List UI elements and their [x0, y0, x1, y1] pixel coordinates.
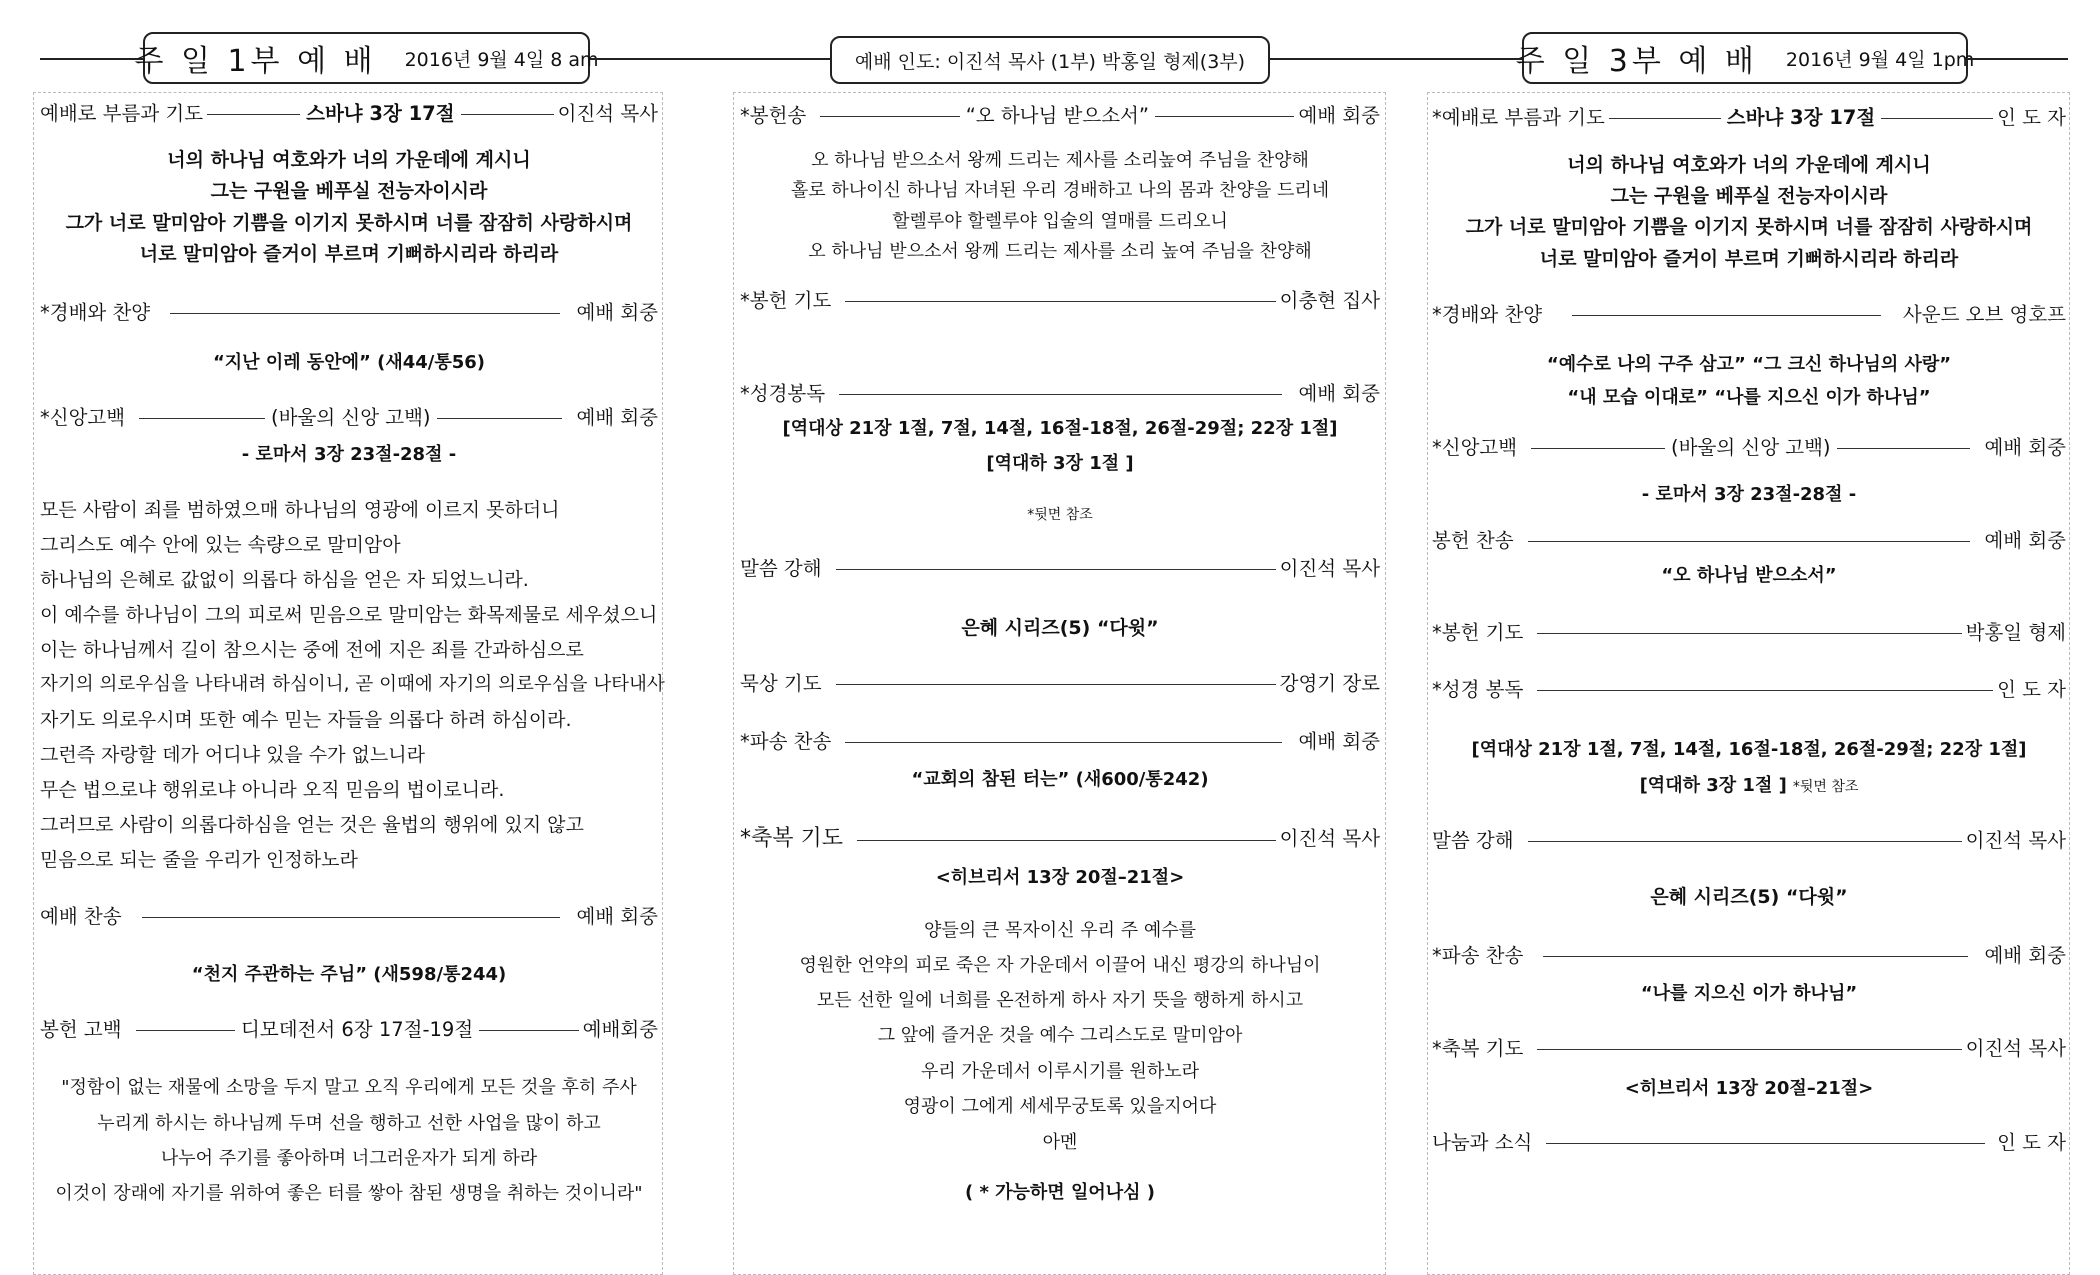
left-offering-text-2: 누리게 하시는 하나님께 두며 선을 행하고 선한 사업을 많이 하고	[97, 1113, 601, 1134]
center-reading-label: *성경봉독	[740, 382, 826, 405]
center-offering-song-title: “오 하나님 받으소서”	[965, 104, 1150, 127]
right-praise-label: *경배와 찬양	[1432, 303, 1543, 326]
center-blessing-leader: 이진석 목사	[1279, 827, 1380, 851]
left-praise-song: “지난 이레 동안에” (새44/통56)	[212, 352, 486, 373]
leader-label: 예배 인도: 이진석 목사 (1부) 박홍일 형제(3부)	[854, 50, 1246, 73]
center-reading-ref-2: [역대하 3장 1절 ]	[986, 453, 1134, 474]
left-creed-text-10: 그러므로 사람이 의롭다하심을 얻는 것은 율법의 행위에 있지 않고	[40, 814, 584, 836]
left-offering-text-3: 나누어 주기를 좋아하며 너그러운자가 되게 하라	[160, 1148, 538, 1169]
left-call-leader: 이진석 목사	[557, 102, 659, 125]
center-blessing-label: *축복 기도	[740, 826, 844, 851]
right-reading-ref-2: [역대하 3장 1절 ]	[1639, 775, 1787, 796]
left-creed-text-11: 믿음으로 되는 줄을 우리가 인정하노라	[40, 849, 358, 871]
right-offer-hymn-song: “오 하나님 받으소서”	[1661, 565, 1837, 586]
center-reading-note: *뒷면 참조	[1027, 507, 1093, 523]
right-blessing-row	[1432, 1039, 2066, 1059]
right-praise-row	[1432, 305, 2066, 325]
left-creed-row	[40, 408, 658, 428]
center-meditation-leader: 강영기 장로	[1279, 672, 1380, 695]
right-call-row	[1432, 108, 2066, 128]
right-creed-label: *신앙고백	[1432, 436, 1518, 459]
center-lyric-1: 오 하나님 받으소서 왕께 드리는 제사를 소리높여 주님을 찬양해	[811, 150, 1309, 171]
center-meditation-row	[740, 674, 1380, 694]
left-hymn-song: “천지 주관하는 주님” (새598/통244)	[191, 964, 507, 985]
right-call-leader: 인 도 자	[1997, 106, 2067, 129]
center-sending-row	[740, 732, 1380, 752]
left-offering-leader: 예배회중	[582, 1018, 659, 1041]
right-reading-row	[1432, 680, 2066, 700]
left-creed-ref: - 로마서 3장 23절-28절 -	[241, 444, 457, 465]
service3-title-box	[1515, 32, 1975, 84]
right-news-leader: 인 도 자	[1997, 1131, 2066, 1154]
right-call-verse-1: 너의 하나님 여호와가 너의 가운데에 계시니	[1567, 154, 1931, 176]
right-reading-ref-1: [역대상 21장 1절, 7절, 14절, 16절-18절, 26절-29절; 22장 1절]	[1471, 739, 2027, 760]
right-sending-song: “나를 지으신 이가 하나님”	[1640, 983, 1858, 1004]
right-call-label: *예배로 부름과 기도	[1432, 106, 1605, 129]
left-creed-leader: 예배 회중	[576, 406, 659, 429]
center-sending-leader: 예배 회중	[1298, 730, 1380, 753]
right-creed-row	[1432, 438, 2066, 458]
center-offering-prayer-leader: 이충현 집사	[1279, 289, 1380, 312]
service1-title: 주 일 1부 예 배	[134, 44, 377, 79]
left-call-scripture: 스바냐 3장 17절	[306, 102, 455, 125]
left-call-label: 예배로 부름과 기도	[40, 102, 204, 125]
left-call-verse-4: 너로 말미암아 즐거이 부르며 기뻐하시리라 하리라	[139, 243, 559, 265]
right-creed-title: (바울의 신앙 고백)	[1671, 436, 1831, 459]
left-creed-text-8: 그런즉 자랑할 데가 어디냐 있을 수가 없느니라	[40, 744, 425, 766]
left-call-verse-1: 너의 하나님 여호와가 너의 가운데에 계시니	[167, 149, 531, 171]
left-creed-text-5: 이는 하나님께서 길이 참으시는 중에 전에 지은 죄를 간과하심으로	[40, 639, 584, 661]
right-praise-songs-2: “내 모습 이대로” “나를 지으신 이가 하나님”	[1567, 387, 1931, 408]
center-reading-ref-1: [역대상 21장 1절, 7절, 14절, 16절-18절, 26절-29절; 22장 1절]	[782, 418, 1338, 439]
right-offer-prayer-label: *봉헌 기도	[1432, 621, 1524, 644]
center-blessing-text-2: 영원한 언약의 피로 죽은 자 가운데서 이끌어 내신 평강의 하나님이	[799, 955, 1321, 976]
left-offering-text-1: "정함이 없는 재물에 소망을 두지 말고 오직 우리에게 모든 것을 후히 주사	[61, 1077, 637, 1098]
left-hymn-label: 예배 찬송	[40, 905, 122, 928]
left-hymn-leader: 예배 회중	[576, 905, 658, 928]
left-praise-label: *경배와 찬양	[40, 301, 151, 324]
header-rule-left	[40, 58, 145, 60]
center-sermon-row	[740, 559, 1380, 579]
right-call-verse-3: 그가 너로 말미암아 기쁨을 이기지 못하시며 너를 잠잠히 사랑하시며	[1465, 216, 2033, 238]
left-praise-leader: 예배 회중	[576, 301, 658, 324]
center-blessing-text-5: 우리 가운데서 이루시기를 원하노라	[921, 1061, 1199, 1082]
right-creed-leader: 예배 회중	[1984, 436, 2067, 459]
right-sending-label: *파송 찬송	[1432, 944, 1524, 967]
center-sending-label: *파송 찬송	[740, 730, 832, 753]
center-lyric-2: 홀로 하나이신 하나님 자녀된 우리 경배하고 나의 몸과 찬양을 드리네	[790, 180, 1330, 201]
service3-title: 주 일 3부 예 배	[1515, 44, 1758, 79]
center-blessing-text-6: 영광이 그에게 세세무궁토록 있을지어다	[903, 1096, 1217, 1117]
center-offering-song-label: *봉헌송	[740, 104, 807, 127]
right-blessing-label: *축복 기도	[1432, 1037, 1524, 1060]
left-creed-text-1: 모든 사람이 죄를 범하였으매 하나님의 영광에 이르지 못하더니	[40, 499, 560, 521]
right-praise-leader: 사운드 오브 영호프	[1902, 303, 2066, 326]
leader-box	[830, 36, 1270, 84]
center-offering-prayer-row	[740, 291, 1380, 311]
right-reading-label: *성경 봉독	[1432, 678, 1524, 701]
left-creed-text-2: 그리스도 예수 안에 있는 속량으로 말미암아	[40, 534, 401, 556]
right-praise-songs-1: “예수로 나의 구주 삼고” “그 크신 하나님의 사랑”	[1546, 354, 1952, 375]
center-sermon-title: 은혜 시리즈(5) “다윗”	[961, 617, 1159, 639]
header-rule-mid-left	[590, 58, 830, 60]
right-sermon-row	[1432, 831, 2066, 851]
left-call-verse-3: 그가 너로 말미암아 기쁨을 이기지 못하시며 너를 잠잠히 사랑하시며	[65, 212, 633, 234]
left-creed-label: *신앙고백	[40, 406, 126, 429]
right-news-row	[1432, 1133, 2066, 1153]
center-blessing-row	[740, 828, 1380, 850]
center-blessing-text-1: 양들의 큰 목자이신 우리 주 예수를	[923, 920, 1197, 941]
center-sermon-label: 말씀 강해	[740, 557, 822, 580]
right-sermon-label: 말씀 강해	[1432, 829, 1514, 852]
right-call-scripture: 스바냐 3장 17절	[1726, 106, 1876, 129]
center-lyric-4: 오 하나님 받으소서 왕께 드리는 제사를 소리 높여 주님을 찬양해	[808, 241, 1312, 262]
right-offer-hymn-row	[1432, 531, 2066, 551]
left-creed-text-6: 자기의 의로우심을 나타내려 하심이니, 곧 이때에 자기의 의로우심을 나타내사	[40, 674, 665, 695]
left-call-row	[40, 104, 658, 124]
center-blessing-text-3: 모든 선한 일에 너희를 온전하게 하사 자기 뜻을 행하게 하시고	[816, 990, 1304, 1011]
center-sermon-leader: 이진석 목사	[1279, 557, 1380, 580]
center-offering-song-leader: 예배 회중	[1298, 104, 1380, 127]
service3-date: 2016년 9월 4일 1pm	[1785, 48, 1975, 71]
right-reading-leader: 인 도 자	[1997, 678, 2066, 701]
right-call-verse-4: 너로 말미암아 즐거이 부르며 기뻐하시리라 하리라	[1539, 248, 1959, 270]
right-offer-prayer-leader: 박홍일 형제	[1965, 621, 2066, 644]
header-rule-right	[1968, 58, 2068, 60]
left-creed-text-9: 무슨 법으로냐 행위로냐 아니라 오직 믿음의 법이로니라.	[40, 779, 505, 801]
center-blessing-text-7: 아멘	[1042, 1132, 1078, 1153]
center-lyric-3: 할렐루야 할렐루야 입술의 열매를 드리오니	[892, 211, 1228, 232]
center-sending-song: “교회의 참된 터는” (새600/통242)	[911, 769, 1209, 790]
left-offering-scripture: 디모데전서 6장 17절-19절	[241, 1018, 474, 1041]
right-offer-hymn-leader: 예배 회중	[1984, 529, 2066, 552]
center-meditation-label: 묵상 기도	[740, 672, 822, 695]
left-creed-title: (바울의 신앙 고백)	[271, 406, 431, 429]
right-offer-hymn-label: 봉헌 찬송	[1432, 529, 1514, 552]
service1-title-box	[134, 32, 599, 84]
left-creed-text-3: 하나님의 은혜로 값없이 의롭다 하심을 얻은 자 되었느니라.	[40, 569, 529, 591]
right-creed-ref: - 로마서 3장 23절-28절 -	[1641, 484, 1857, 505]
right-offer-prayer-row	[1432, 623, 2066, 643]
service1-date: 2016년 9월 4일 8 am	[404, 48, 599, 71]
right-reading-note: *뒷면 참조	[1792, 779, 1859, 795]
right-blessing-leader: 이진석 목사	[1965, 1037, 2066, 1060]
center-blessing-ref: <히브리서 13장 20절–21절>	[935, 867, 1185, 888]
left-offering-row	[40, 1020, 658, 1040]
right-blessing-ref: <히브리서 13장 20절–21절>	[1624, 1078, 1874, 1099]
right-sending-row	[1432, 946, 2066, 966]
header-rule-mid-right	[1270, 58, 1522, 60]
left-call-verse-2: 그는 구원을 베푸실 전능자이시라	[210, 180, 488, 202]
center-reading-row	[740, 384, 1380, 404]
center-offering-prayer-label: *봉헌 기도	[740, 289, 832, 312]
center-offering-song-row	[740, 106, 1380, 126]
center-footnote: ( * 가능하면 일어나심 )	[964, 1182, 1156, 1203]
right-sermon-title: 은혜 시리즈(5) “다윗”	[1650, 886, 1848, 908]
left-creed-text-4: 이 예수를 하나님이 그의 피로써 믿음으로 말미암는 화목제물로 세우셨으니	[40, 604, 658, 626]
right-sermon-leader: 이진석 목사	[1965, 829, 2066, 852]
right-reading-ref-2-line	[1432, 776, 2066, 795]
right-news-label: 나눔과 소식	[1432, 1131, 1533, 1154]
right-sending-leader: 예배 회중	[1984, 944, 2066, 967]
left-offering-label: 봉헌 고백	[40, 1018, 122, 1041]
center-blessing-text-4: 그 앞에 즐거운 것을 예수 그리스도로 말미암아	[877, 1025, 1243, 1046]
center-reading-leader: 예배 회중	[1298, 382, 1380, 405]
left-praise-row	[40, 303, 658, 323]
left-hymn-row	[40, 907, 658, 927]
left-creed-text-7: 자기도 의로우시며 또한 예수 믿는 자들을 의롭다 하려 하심이라.	[40, 709, 572, 731]
left-offering-text-4: 이것이 장래에 자기를 위하여 좋은 터를 쌓아 참된 생명을 취하는 것이니라"	[55, 1183, 643, 1204]
right-call-verse-2: 그는 구원을 베푸실 전능자이시라	[1610, 185, 1888, 207]
